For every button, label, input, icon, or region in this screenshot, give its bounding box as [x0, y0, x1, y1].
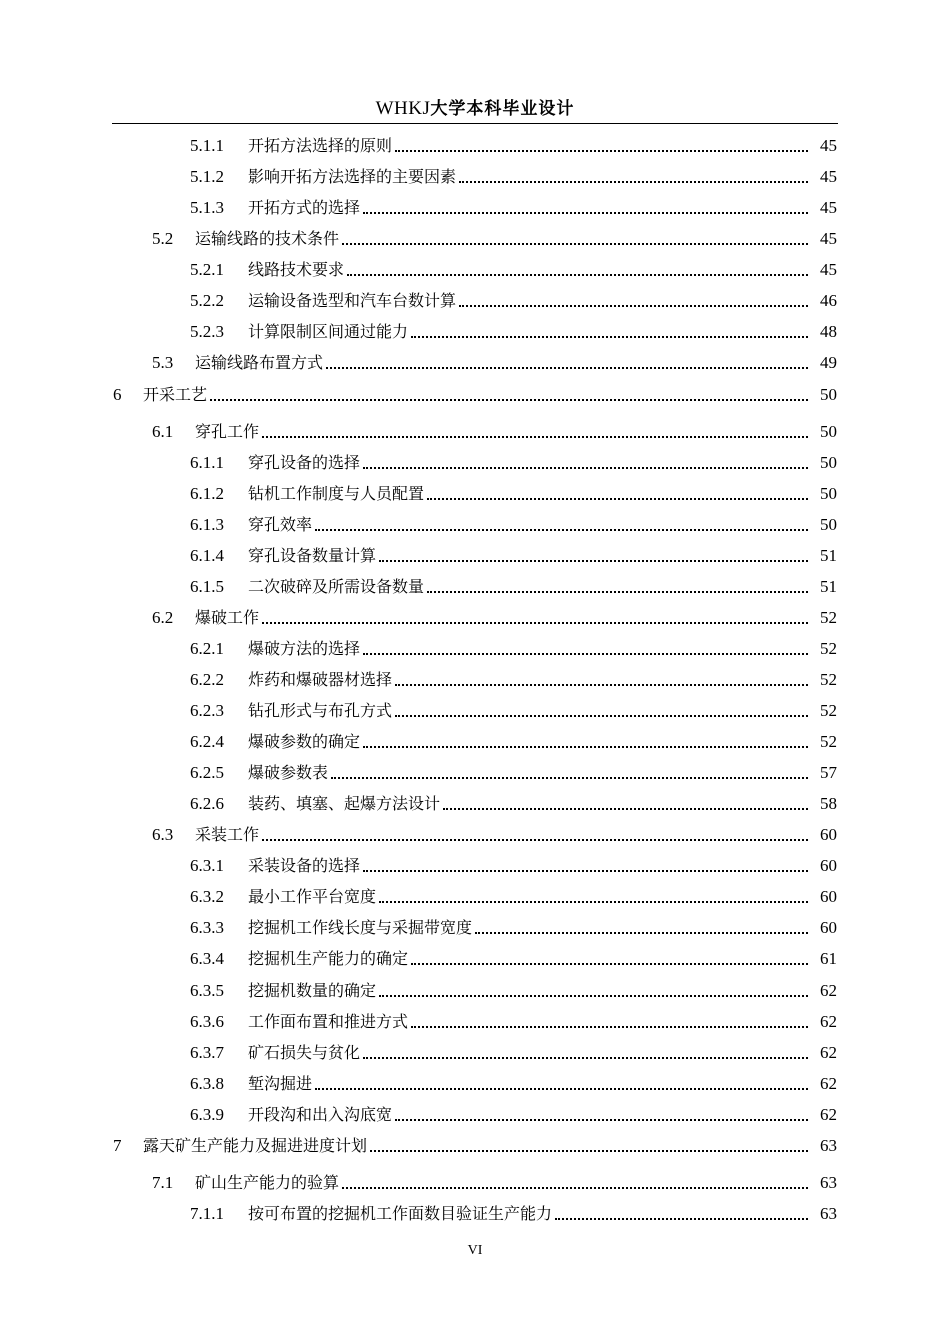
toc-entry-number: 6.2.5	[190, 763, 224, 782]
toc-entry[interactable]	[0, 419, 950, 443]
toc-entry[interactable]	[0, 481, 950, 505]
toc-entry-number: 6.3.3	[190, 918, 224, 937]
toc-entry-number: 6.3.6	[190, 1012, 224, 1031]
toc-entry[interactable]	[0, 1009, 950, 1033]
toc-entry-page: 45	[820, 260, 837, 279]
toc-entry-number: 6.3.5	[190, 981, 224, 1000]
toc-entry-page: 57	[820, 763, 837, 782]
toc-entry-number: 6.2.2	[190, 670, 224, 689]
toc-entry-page: 60	[820, 856, 837, 875]
toc-entry-page: 61	[820, 949, 837, 968]
toc-entry-number: 5.2	[152, 229, 174, 248]
toc-entry-title: 堑沟掘进	[248, 1074, 313, 1093]
toc-dot-leader	[363, 653, 808, 655]
toc-entry-page: 62	[820, 1012, 837, 1031]
toc-entry-page: 52	[820, 639, 837, 658]
toc-dot-leader	[443, 808, 808, 810]
toc-entry[interactable]	[0, 667, 950, 691]
toc-dot-leader	[555, 1218, 808, 1220]
toc-entry-page: 52	[820, 670, 837, 689]
toc-dot-leader	[395, 684, 808, 686]
toc-dot-leader	[379, 560, 808, 562]
toc-entry-page: 48	[820, 322, 837, 341]
toc-entry-title: 钻孔形式与布孔方式	[248, 701, 393, 720]
toc-entry[interactable]	[0, 791, 950, 815]
toc-entry-page: 50	[820, 385, 837, 404]
toc-entry[interactable]	[0, 946, 950, 970]
toc-entry-title: 炸药和爆破器材选择	[248, 670, 393, 689]
toc-entry-title: 线路技术要求	[248, 260, 345, 279]
toc-entry-title: 露天矿生产能力及掘进进度计划	[143, 1136, 368, 1155]
page-number: VI	[467, 1243, 483, 1258]
toc-entry[interactable]	[0, 450, 950, 474]
toc-dot-leader	[459, 305, 808, 307]
toc-entry[interactable]	[0, 574, 950, 598]
toc-entry-page: 62	[820, 1043, 837, 1062]
toc-entry-page: 63	[820, 1204, 837, 1223]
toc-entry-title: 运输线路布置方式	[195, 353, 324, 372]
toc-dot-leader	[459, 181, 808, 183]
toc-entry-title: 爆破工作	[195, 608, 260, 627]
toc-dot-leader	[395, 715, 808, 717]
toc-entry-title: 影响开拓方法选择的主要因素	[248, 167, 457, 186]
toc-entry[interactable]	[0, 698, 950, 722]
toc-entry-number: 7	[113, 1136, 122, 1155]
toc-entry[interactable]	[0, 288, 950, 312]
toc-entry-page: 63	[820, 1136, 837, 1155]
toc-entry-page: 50	[820, 484, 837, 503]
toc-entry-title: 穿孔设备的选择	[248, 453, 361, 472]
toc-dot-leader	[347, 274, 808, 276]
toc-entry-number: 5.2.3	[190, 322, 224, 341]
toc-entry-title: 计算限制区间通过能力	[248, 322, 409, 341]
toc-dot-leader	[395, 1119, 808, 1121]
toc-entry[interactable]	[0, 884, 950, 908]
toc-entry-title: 采装工作	[195, 825, 260, 844]
toc-entry-number: 6.1.3	[190, 515, 224, 534]
toc-dot-leader	[411, 336, 808, 338]
toc-entry-number: 6.1.5	[190, 577, 224, 596]
toc-entry-page: 60	[820, 887, 837, 906]
toc-dot-leader	[379, 995, 808, 997]
toc-entry[interactable]	[0, 822, 950, 846]
toc-entry-page: 62	[820, 1105, 837, 1124]
toc-entry[interactable]	[0, 729, 950, 753]
toc-dot-leader	[262, 436, 808, 438]
toc-dot-leader	[427, 498, 808, 500]
toc-dot-leader	[262, 839, 808, 841]
toc-dot-leader	[363, 870, 808, 872]
toc-entry-number: 6.2.6	[190, 794, 224, 813]
toc-entry-page: 49	[820, 353, 837, 372]
toc-dot-leader	[363, 212, 808, 214]
toc-entry-page: 46	[820, 291, 837, 310]
toc-entry-number: 6.3.8	[190, 1074, 224, 1093]
toc-entry-title: 最小工作平台宽度	[248, 887, 377, 906]
toc-entry[interactable]	[0, 164, 950, 188]
toc-entry[interactable]	[0, 1071, 950, 1095]
toc-entry-page: 63	[820, 1173, 837, 1192]
toc-entry[interactable]	[0, 350, 950, 374]
toc-entry-number: 6.1.1	[190, 453, 224, 472]
toc-entry-title: 爆破方法的选择	[248, 639, 361, 658]
toc-entry-page: 60	[820, 918, 837, 937]
toc-entry-title: 矿山生产能力的验算	[195, 1173, 340, 1192]
toc-entry-title: 穿孔效率	[248, 515, 313, 534]
toc-entry-title: 钻机工作制度与人员配置	[248, 484, 425, 503]
toc-entry-number: 6.1.2	[190, 484, 224, 503]
toc-entry-title: 挖掘机数量的确定	[248, 981, 377, 1000]
toc-entry[interactable]	[0, 257, 950, 281]
toc-dot-leader	[315, 529, 808, 531]
toc-entry-title: 装药、填塞、起爆方法设计	[248, 794, 441, 813]
toc-dot-leader	[363, 1057, 808, 1059]
toc-entry-number: 6.1	[152, 422, 174, 441]
toc-entry[interactable]	[0, 1102, 950, 1126]
toc-entry-page: 50	[820, 515, 837, 534]
toc-entry-number: 6.2	[152, 608, 174, 627]
toc-entry[interactable]	[0, 636, 950, 660]
toc-dot-leader	[342, 243, 808, 245]
toc-dot-leader	[315, 1088, 808, 1090]
toc-entry[interactable]	[0, 195, 950, 219]
toc-entry-title: 穿孔工作	[195, 422, 260, 441]
toc-entry-page: 62	[820, 981, 837, 1000]
toc-entry[interactable]	[0, 319, 950, 343]
toc-entry-number: 6.3	[152, 825, 174, 844]
toc-entry-title: 采装设备的选择	[248, 856, 361, 875]
toc-dot-leader	[363, 746, 808, 748]
toc-entry-title: 开拓方法选择的原则	[248, 136, 393, 155]
toc-entry-number: 6.3.1	[190, 856, 224, 875]
toc-entry-number: 6.2.4	[190, 732, 224, 751]
toc-entry-title: 矿石损失与贫化	[248, 1043, 361, 1062]
toc-entry-page: 45	[820, 198, 837, 217]
toc-entry-number: 6	[113, 385, 122, 404]
toc-entry[interactable]	[0, 1040, 950, 1064]
toc-dot-leader	[326, 367, 808, 369]
toc-dot-leader	[363, 467, 808, 469]
toc-entry-page: 52	[820, 701, 837, 720]
toc-entry-page: 60	[820, 825, 837, 844]
toc-entry[interactable]	[0, 133, 950, 157]
toc-entry-number: 5.2.2	[190, 291, 224, 310]
toc-entry[interactable]	[0, 1133, 950, 1157]
toc-entry[interactable]	[0, 226, 950, 250]
toc-entry-number: 5.2.1	[190, 260, 224, 279]
toc-entry-title: 工作面布置和推进方式	[248, 1012, 409, 1031]
toc-dot-leader	[262, 622, 808, 624]
toc-entry-page: 52	[820, 608, 837, 627]
toc-dot-leader	[411, 1026, 808, 1028]
toc-entry-number: 5.1.3	[190, 198, 224, 217]
toc-dot-leader	[411, 963, 808, 965]
toc-entry-title: 运输设备选型和汽车台数计算	[248, 291, 457, 310]
toc-entry-number: 7.1	[152, 1173, 174, 1192]
toc-entry[interactable]	[0, 543, 950, 567]
toc-entry[interactable]	[0, 853, 950, 877]
toc-entry-number: 7.1.1	[190, 1204, 224, 1223]
toc-entry-number: 6.2.3	[190, 701, 224, 720]
toc-dot-leader	[370, 1150, 808, 1152]
toc-dot-leader	[379, 901, 808, 903]
header-title: 大学本科毕业设计	[430, 99, 575, 119]
toc-dot-leader	[331, 777, 808, 779]
toc-dot-leader	[342, 1187, 808, 1189]
toc-entry-number: 5.3	[152, 353, 174, 372]
toc-dot-leader	[210, 399, 808, 401]
toc-entry[interactable]	[0, 1170, 950, 1194]
toc-entry-title: 二次破碎及所需设备数量	[248, 577, 425, 596]
toc-entry[interactable]	[0, 382, 950, 406]
toc-entry[interactable]	[0, 605, 950, 629]
toc-entry-title: 按可布置的挖掘机工作面数目验证生产能力	[248, 1204, 553, 1223]
toc-entry-title: 穿孔设备数量计算	[248, 546, 377, 565]
toc-entry-page: 45	[820, 167, 837, 186]
toc-entry-page: 45	[820, 136, 837, 155]
toc-entry-number: 5.1.2	[190, 167, 224, 186]
toc-entry-title: 挖掘机工作线长度与采掘带宽度	[248, 918, 473, 937]
toc-entry-page: 45	[820, 229, 837, 248]
toc-entry-page: 50	[820, 422, 837, 441]
toc-entry-page: 58	[820, 794, 837, 813]
toc-entry-number: 6.3.4	[190, 949, 224, 968]
toc-entry-number: 6.3.2	[190, 887, 224, 906]
toc-entry-title: 爆破参数表	[248, 763, 329, 782]
toc-entry[interactable]	[0, 760, 950, 784]
toc-entry-page: 51	[820, 577, 837, 596]
header-prefix: WHKJ	[375, 98, 431, 119]
toc-entry-title: 爆破参数的确定	[248, 732, 361, 751]
toc-entry-number: 6.3.7	[190, 1043, 224, 1062]
toc-entry-page: 50	[820, 453, 837, 472]
toc-entry-number: 6.3.9	[190, 1105, 224, 1124]
toc-entry-page: 62	[820, 1074, 837, 1093]
toc-entry[interactable]	[0, 978, 950, 1002]
toc-entry-page: 51	[820, 546, 837, 565]
toc-entry-title: 开段沟和出入沟底宽	[248, 1105, 393, 1124]
toc-entry-title: 开采工艺	[143, 385, 208, 404]
toc-entry-title: 挖掘机生产能力的确定	[248, 949, 409, 968]
toc-dot-leader	[395, 150, 808, 152]
toc-entry-title: 运输线路的技术条件	[195, 229, 340, 248]
toc-entry-number: 6.1.4	[190, 546, 224, 565]
toc-entry-number: 6.2.1	[190, 639, 224, 658]
toc-entry-title: 开拓方式的选择	[248, 198, 361, 217]
toc-entry-number: 5.1.1	[190, 136, 224, 155]
toc-dot-leader	[427, 591, 808, 593]
toc-entry[interactable]	[0, 915, 950, 939]
toc-dot-leader	[475, 932, 808, 934]
toc-entry-page: 52	[820, 732, 837, 751]
toc-entry[interactable]	[0, 512, 950, 536]
toc-entry[interactable]	[0, 1201, 950, 1225]
